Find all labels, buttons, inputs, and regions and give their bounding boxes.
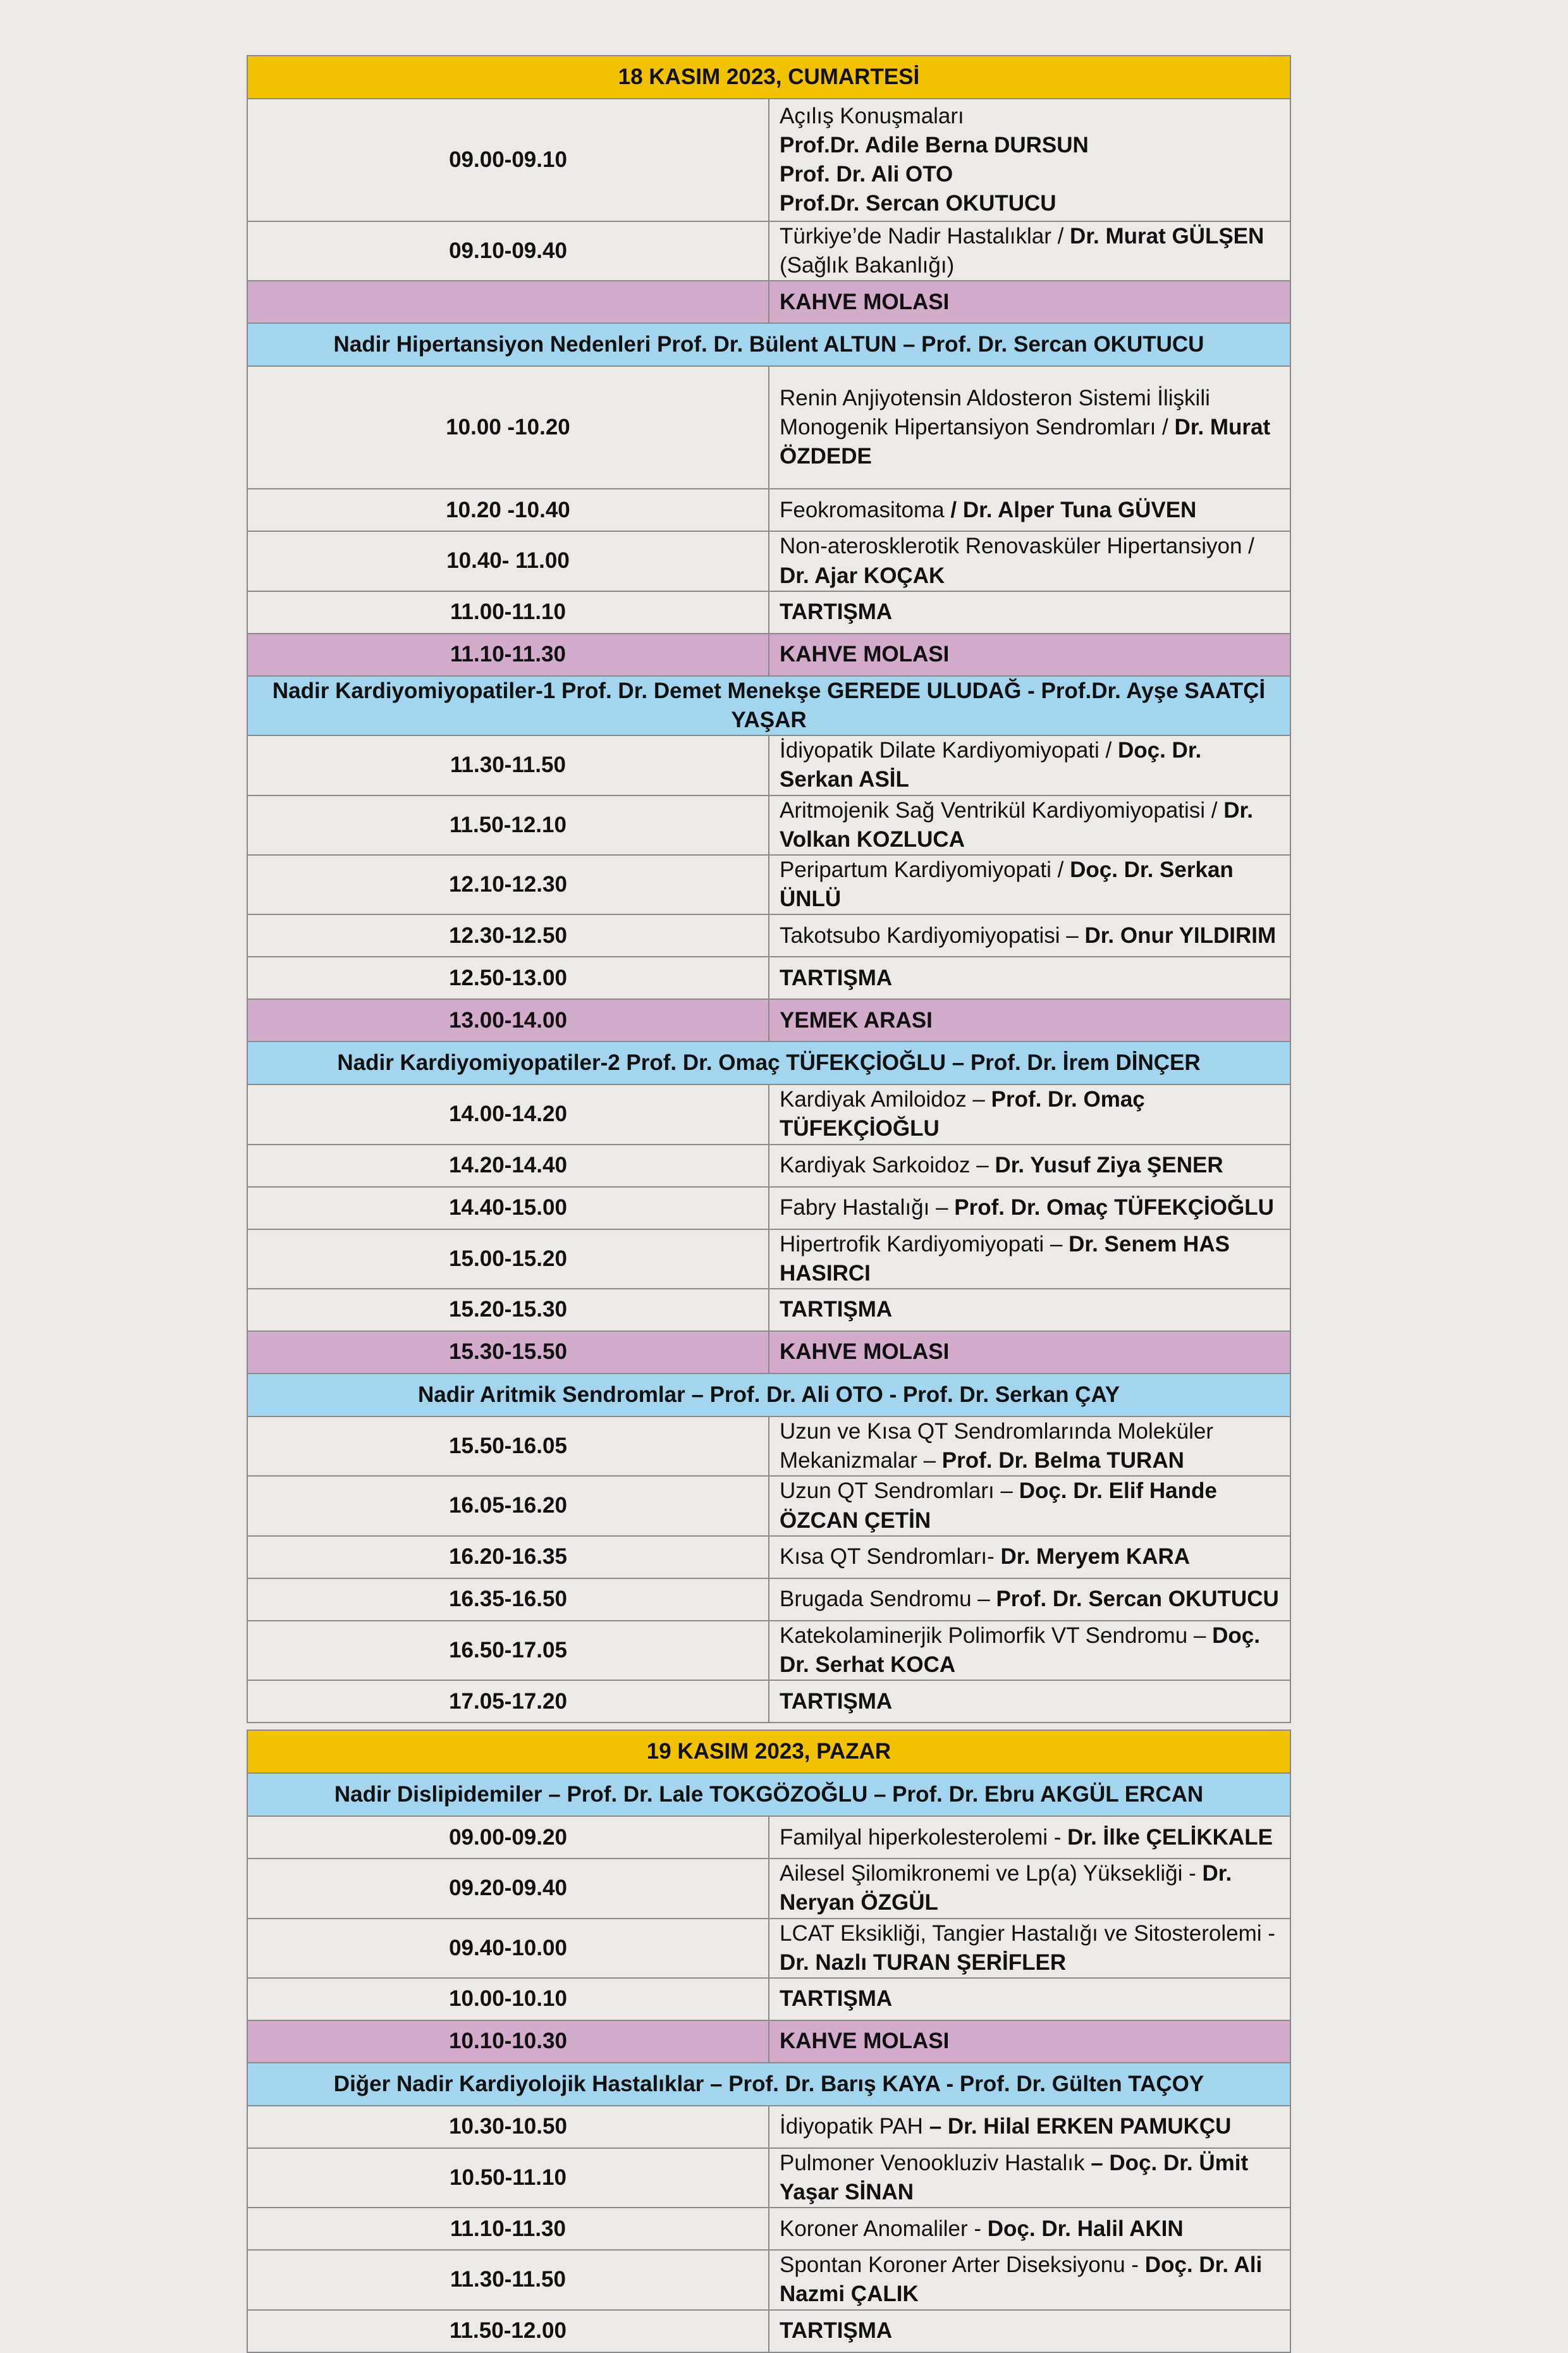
session-header: [247, 2063, 1290, 2106]
speaker-name: Doç. Dr. Elif Hande ÖZCAN ÇETİN: [780, 1478, 1217, 1533]
day-header-text: 19 KASIM 2023, PAZAR: [646, 1739, 891, 1764]
discussion: [247, 2310, 1290, 2352]
talk-title: Koroner Anomaliler -: [780, 2216, 988, 2241]
talk-cell: [769, 1084, 1290, 1144]
day-header: [247, 1730, 1290, 1773]
talk-cell: [769, 735, 1290, 795]
talk-cell: [769, 855, 1290, 914]
coffee-break-label: KAHVE MOLASI: [780, 642, 950, 667]
discussion: [247, 1978, 1290, 2020]
session-header-cell: [247, 1041, 1290, 1084]
coffee-break: [247, 634, 1290, 676]
speaker-name: Prof. Dr. Sercan OKUTUCU: [996, 1587, 1279, 1612]
talk-title: Spontan Koroner Arter Diseksiyonu -: [780, 2252, 1145, 2278]
talk-row: [247, 531, 1290, 591]
time-cell: [247, 1331, 769, 1373]
talk-cell: [769, 2208, 1290, 2250]
session-header: [247, 323, 1290, 366]
time-text: 12.50-13.00: [449, 965, 567, 990]
time-text: 09.00-09.10: [449, 147, 567, 172]
talk-title: Familyal hiperkolesterolemi -: [780, 1824, 1068, 1850]
time-text: 17.05-17.20: [449, 1688, 567, 1714]
session-header-text: Nadir Hipertansiyon Nedenleri Prof. Dr. Bülent ALTUN – Prof. Dr. Sercan OKUTUCU: [333, 332, 1204, 357]
talk-cell: [769, 2106, 1290, 2148]
talk-title: Kardiyak Sarkoidoz –: [780, 1153, 995, 1178]
discussion: [247, 591, 1290, 634]
talk-cell: [769, 1187, 1290, 1229]
coffee-break-label: KAHVE MOLASI: [780, 1339, 950, 1365]
talk-row: [247, 1536, 1290, 1578]
time-cell: [247, 1919, 769, 1978]
speaker-name: Dr. Ajar KOÇAK: [780, 563, 945, 588]
coffee-break-label-cell: [769, 1331, 1290, 1373]
time-text: 13.00-14.00: [449, 1007, 567, 1033]
time-cell: [247, 2310, 769, 2352]
time-text: 14.00-14.20: [449, 1102, 567, 1127]
talk-title: Uzun ve Kısa QT Sendromlarında Moleküler Mekanizmalar –: [780, 1419, 1214, 1473]
speaker-name: / Dr. Alper Tuna GÜVEN: [950, 497, 1197, 522]
discussion-label: TARTIŞMA: [780, 965, 893, 990]
time-text: 15.30-15.50: [449, 1339, 567, 1365]
time-cell: [247, 1680, 769, 1723]
speaker-name: Dr. Murat ÖZDEDE: [780, 415, 1271, 469]
time-text: 10.00 -10.20: [446, 415, 570, 440]
session-header-text: Diğer Nadir Kardiyolojik Hastalıklar – Prof. Dr. Barış KAYA - Prof. Dr. Gülten TAÇOY: [333, 2071, 1204, 2096]
discussion-label-cell: [769, 1289, 1290, 1331]
talk-title: Non-aterosklerotik Renovasküler Hipertansiyon /: [780, 534, 1254, 559]
time-cell: [247, 2250, 769, 2309]
time-cell: [247, 855, 769, 914]
day-header-cell: [247, 1730, 1290, 1773]
talk-cell: [769, 1578, 1290, 1621]
lunch-break-label: YEMEK ARASI: [780, 1007, 933, 1033]
talk-row: [247, 2148, 1290, 2208]
talk-row: [247, 2250, 1290, 2309]
talk-title: Fabry Hastalığı –: [780, 1195, 955, 1220]
time-text: 10.00-10.10: [449, 1986, 567, 2012]
time-cell: [247, 634, 769, 676]
speaker-name: Doç. Dr. Serkan ASİL: [780, 738, 1202, 792]
discussion-label: TARTIŞMA: [780, 1986, 893, 2012]
discussion-label: TARTIŞMA: [780, 2318, 893, 2344]
day-header-text: 18 KASIM 2023, CUMARTESİ: [618, 64, 920, 89]
time-cell: [247, 1084, 769, 1144]
time-cell: [247, 1289, 769, 1331]
talk-title: Ailesel Şilomikronemi ve Lp(a) Yüksekliği -: [780, 1861, 1203, 1886]
talk-cell: [769, 1621, 1290, 1680]
talk-cell: [769, 366, 1290, 489]
talk-row: [247, 2106, 1290, 2148]
time-cell: [247, 221, 769, 281]
time-text: 11.50-12.00: [450, 2318, 567, 2344]
talk-row: [247, 855, 1290, 914]
talk-row: [247, 1476, 1290, 1535]
coffee-break-label-cell: [769, 2020, 1290, 2063]
session-header: [247, 1041, 1290, 1084]
time-text: 10.50-11.10: [450, 2165, 567, 2190]
time-text: 16.35-16.50: [449, 1587, 567, 1612]
coffee-break-label: KAHVE MOLASI: [780, 289, 950, 314]
speaker-name: Prof.Dr. Adile Berna DURSUN: [780, 132, 1089, 157]
talk-cell: [769, 1416, 1290, 1476]
time-text: 16.20-16.35: [449, 1544, 567, 1570]
speaker-name: Doç. Dr. Serkan ÜNLÜ: [780, 857, 1234, 912]
time-text: 11.00-11.10: [450, 599, 566, 625]
discussion-label-cell: [769, 591, 1290, 634]
talk-title: Uzun QT Sendromları –: [780, 1478, 1019, 1504]
opening-row: [247, 99, 1290, 221]
time-text: 11.30-11.50: [450, 2267, 566, 2292]
talk-cell: [769, 1229, 1290, 1289]
time-cell: [247, 2148, 769, 2208]
time-cell: [247, 1858, 769, 1918]
talk-title: Türkiye’de Nadir Hastalıklar /: [780, 224, 1070, 249]
talk-row: [247, 1416, 1290, 1476]
talk-row: [247, 489, 1290, 531]
time-text: 14.20-14.40: [449, 1153, 567, 1178]
time-cell: [247, 914, 769, 957]
speaker-name: Dr. Volkan KOZLUCA: [780, 797, 1253, 852]
time-cell: [247, 957, 769, 999]
talk-cell: [769, 2148, 1290, 2208]
time-cell: [247, 1536, 769, 1578]
talk-cell: [769, 1145, 1290, 1187]
time-text: 16.50-17.05: [449, 1637, 567, 1662]
time-cell: [247, 2020, 769, 2063]
speaker-name: Dr. Onur YILDIRIM: [1084, 923, 1277, 948]
discussion-label-cell: [769, 2310, 1290, 2352]
talk-row: [247, 1187, 1290, 1229]
time-cell: [247, 531, 769, 591]
time-cell: [247, 1145, 769, 1187]
talk-cell: [769, 531, 1290, 591]
session-header: [247, 1773, 1290, 1816]
speaker-name: Prof.Dr. Sercan OKUTUCU: [780, 191, 1057, 216]
talk-row: [247, 1084, 1290, 1144]
time-cell: [247, 366, 769, 489]
talk-row: [247, 1919, 1290, 1978]
talk-row: [247, 1145, 1290, 1187]
session-header-text: Nadir Dislipidemiler – Prof. Dr. Lale TOKGÖZOĞLU – Prof. Dr. Ebru AKGÜL ERCAN: [334, 1782, 1204, 1807]
talk-row: [247, 366, 1290, 489]
coffee-break: [247, 2020, 1290, 2063]
speaker-name: Doç. Dr. Ali Nazmi ÇALIK: [780, 2252, 1263, 2307]
coffee-break: [247, 281, 1290, 323]
talk-title: Aritmojenik Sağ Ventrikül Kardiyomiyopatisi /: [780, 797, 1224, 823]
time-cell: [247, 1621, 769, 1680]
talk-title: Kısa QT Sendromları-: [780, 1544, 1001, 1570]
time-cell: [247, 735, 769, 795]
time-cell: [247, 1978, 769, 2020]
time-cell: [247, 281, 769, 323]
talk-row: [247, 221, 1290, 281]
session-header-cell: [247, 676, 1290, 735]
speaker-name: Prof. Dr. Ali OTO: [780, 162, 953, 187]
talk-cell: [769, 1476, 1290, 1535]
talk-cell: [769, 2250, 1290, 2309]
time-text: 11.30-11.50: [450, 753, 566, 778]
talk-cell: [769, 489, 1290, 531]
talk-title: Katekolaminerjik Polimorfik VT Sendromu –: [780, 1623, 1213, 1648]
speaker-name: Dr. Murat GÜLŞEN: [1070, 224, 1265, 249]
discussion-label-cell: [769, 1680, 1290, 1723]
speaker-name: – Doç. Dr. Ümit Yaşar SİNAN: [780, 2150, 1249, 2205]
time-text: 10.20 -10.40: [446, 497, 570, 522]
time-cell: [247, 2106, 769, 2148]
speaker-name: Dr. Neryan ÖZGÜL: [780, 1861, 1232, 1915]
time-cell: [247, 1476, 769, 1535]
discussion: [247, 1289, 1290, 1331]
talk-cell: [769, 1919, 1290, 1978]
talk-title: Takotsubo Kardiyomiyopatisi –: [780, 923, 1085, 948]
speaker-name: Dr. İlke ÇELİKKALE: [1067, 1824, 1273, 1850]
coffee-break-label: KAHVE MOLASI: [780, 2029, 950, 2054]
speaker-name: Dr. Meryem KARA: [1000, 1544, 1191, 1570]
coffee-break-label-cell: [769, 281, 1290, 323]
time-text: 15.20-15.30: [449, 1297, 567, 1322]
speaker-name: Dr. Nazlı TURAN ŞERİFLER: [780, 1950, 1067, 1975]
talk-cell: [769, 1816, 1290, 1858]
discussion-label-cell: [769, 957, 1290, 999]
talk-row: [247, 1816, 1290, 1858]
talk-title: Feokromasitoma: [780, 497, 951, 522]
session-header-text: Nadir Aritmik Sendromlar – Prof. Dr. Ali OTO - Prof. Dr. Serkan ÇAY: [418, 1382, 1120, 1407]
talk-title: Brugada Sendromu –: [780, 1587, 996, 1612]
talk-cell: [769, 914, 1290, 957]
time-cell: [247, 591, 769, 634]
speaker-name: Dr. Senem HAS HASIRCI: [780, 1231, 1230, 1286]
lunch-break-label-cell: [769, 999, 1290, 1041]
time-text: 12.30-12.50: [449, 923, 567, 948]
time-cell: [247, 1187, 769, 1229]
speaker-name: Doç. Dr. Serhat KOCA: [780, 1623, 1260, 1677]
speaker-name: Prof. Dr. Omaç TÜFEKÇİOĞLU: [954, 1195, 1274, 1220]
talk-row: [247, 914, 1290, 957]
talk-row: [247, 2208, 1290, 2250]
talk-title: Pulmoner Venookluziv Hastalık: [780, 2150, 1091, 2175]
talk-title: İdiyopatik PAH: [780, 2114, 929, 2139]
talk-title: İdiyopatik Dilate Kardiyomiyopati /: [780, 738, 1118, 763]
time-text: 11.10-11.30: [450, 2216, 566, 2241]
time-cell: [247, 1416, 769, 1476]
talk-title: LCAT Eksikliği, Tangier Hastalığı ve Sitosterolemi -: [780, 1920, 1275, 1946]
talk-row: [247, 735, 1290, 795]
coffee-break-label-cell: [769, 634, 1290, 676]
time-text: 09.10-09.40: [449, 238, 567, 264]
discussion-label: TARTIŞMA: [780, 1297, 893, 1322]
time-text: 10.30-10.50: [449, 2114, 567, 2139]
session-header-cell: [247, 323, 1290, 366]
talk-note: (Sağlık Bakanlığı): [780, 253, 955, 278]
time-cell: [247, 1229, 769, 1289]
talk-title: Peripartum Kardiyomiyopati /: [780, 857, 1070, 882]
time-cell: [247, 1816, 769, 1858]
discussion: [247, 957, 1290, 999]
talk-title: Renin Anjiyotensin Aldosteron Sistemi İlişkili Monogenik Hipertansiyon Sendromları /: [780, 386, 1210, 440]
time-cell: [247, 99, 769, 221]
lunch-break: [247, 999, 1290, 1041]
day-header-cell: [247, 56, 1290, 99]
time-text: 11.10-11.30: [450, 642, 566, 667]
discussion-label-cell: [769, 1978, 1290, 2020]
speaker-name: Doç. Dr. Halil AKIN: [987, 2216, 1184, 2241]
discussion: [247, 1680, 1290, 1723]
talk-row: [247, 1858, 1290, 1918]
day-separator: [247, 1723, 1290, 1730]
discussion-label: TARTIŞMA: [780, 599, 893, 625]
session-header: [247, 676, 1290, 735]
time-text: 10.40- 11.00: [446, 548, 570, 574]
time-text: 09.00-09.20: [449, 1824, 567, 1850]
session-header-cell: [247, 1373, 1290, 1416]
time-cell: [247, 796, 769, 855]
program-schedule: [247, 55, 1291, 2353]
talk-cell: [769, 1858, 1290, 1918]
opening-cell: [769, 99, 1290, 221]
talk-row: [247, 1229, 1290, 1289]
session-header-text: Nadir Kardiyomiyopatiler-1 Prof. Dr. Demet Menekşe GEREDE ULUDAĞ - Prof.Dr. Ayşe SAATÇİ YAŞAR: [272, 678, 1266, 732]
time-text: 09.20-09.40: [449, 1876, 567, 1901]
talk-row: [247, 1578, 1290, 1621]
speaker-name: – Dr. Hilal ERKEN PAMUKÇU: [929, 2114, 1232, 2139]
time-text: 14.40-15.00: [449, 1195, 567, 1220]
session-header-cell: [247, 1773, 1290, 1816]
session-header-text: Nadir Kardiyomiyopatiler-2 Prof. Dr. Omaç TÜFEKÇİOĞLU – Prof. Dr. İrem DİNÇER: [337, 1050, 1201, 1076]
speaker-name: Prof. Dr. Belma TURAN: [941, 1448, 1184, 1473]
talk-row: [247, 1621, 1290, 1680]
schedule-table: [247, 55, 1291, 2353]
talk-title: Hipertrofik Kardiyomiyopati –: [780, 1231, 1069, 1256]
time-text: 15.50-16.05: [449, 1434, 567, 1459]
session-header-cell: [247, 2063, 1290, 2106]
opening-label: Açılış Konuşmaları: [780, 103, 964, 128]
talk-row: [247, 796, 1290, 855]
speaker-name: Prof. Dr. Omaç TÜFEKÇİOĞLU: [780, 1087, 1145, 1141]
time-cell: [247, 999, 769, 1041]
time-cell: [247, 1578, 769, 1621]
time-text: 09.40-10.00: [449, 1935, 567, 1960]
time-cell: [247, 2208, 769, 2250]
talk-title: Kardiyak Amiloidoz –: [780, 1087, 991, 1112]
speaker-name: Dr. Yusuf Ziya ŞENER: [995, 1153, 1223, 1178]
coffee-break: [247, 1331, 1290, 1373]
time-cell: [247, 489, 769, 531]
session-header: [247, 1373, 1290, 1416]
time-text: 16.05-16.20: [449, 1493, 567, 1518]
time-text: 10.10-10.30: [449, 2029, 567, 2054]
discussion-label: TARTIŞMA: [780, 1688, 893, 1714]
time-text: 12.10-12.30: [449, 871, 567, 897]
day-header: [247, 56, 1290, 99]
talk-cell: [769, 221, 1290, 281]
day-separator-cell: [247, 1723, 1290, 1730]
time-text: 11.50-12.10: [450, 812, 567, 837]
talk-cell: [769, 796, 1290, 855]
talk-cell: [769, 1536, 1290, 1578]
time-text: 15.00-15.20: [449, 1246, 567, 1271]
